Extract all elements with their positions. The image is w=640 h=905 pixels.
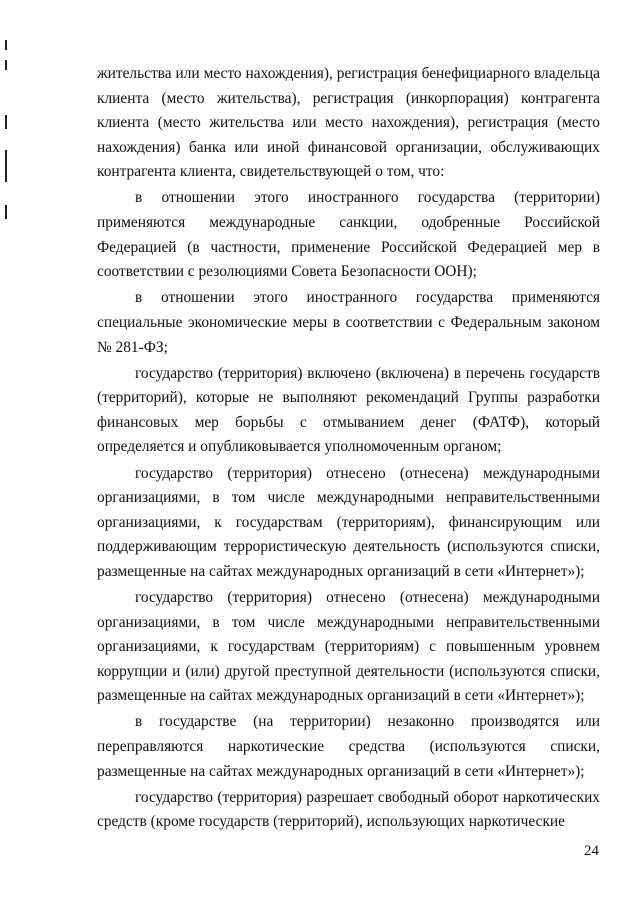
paragraph-narcotics-circulation: государство (территория) разрешает свободный оборот наркотических средств (кроме государств (территорий), использующих наркотические	[97, 788, 600, 831]
page-number: 24	[584, 843, 599, 859]
margin-mark	[5, 150, 7, 182]
paragraph-special-measures: в отношении этого иностранного государства применяются специальные экономические меры в соответствии с Федеральным законом № 281-ФЗ;	[97, 289, 600, 356]
margin-mark	[5, 60, 7, 70]
document-body	[97, 62, 600, 836]
paragraph-fatf: государство (территория) включено (включена) в перечень государств (территорий), которые не выполняют рекомендаций Группы разработки финансовых мер борьбы с отмыванием денег (ФАТФ), который определяется и опубликовывается уполномоченным органом;	[97, 364, 600, 456]
margin-mark	[5, 205, 7, 219]
paragraph-corruption: государство (территория) отнесено (отнесена) международными организациями, в том числе международными неправительственными организациями, к государствам (территориям) с повышенным уровнем коррупции и (или) другой преступной деятельности (используются списки, размещенные на сайтах международных организаций в сети «Интернет»);	[97, 588, 600, 705]
paragraph-terrorism: государство (территория) отнесено (отнесена) международными организациями, в том числе международными неправительственными организациями, к государствам (территориям), финансирующим или поддерживающим террористическую деятельность (используются списки, размещенные на сайтах международных организаций в сети «Интернет»);	[97, 464, 600, 580]
paragraph-sanctions: в отношении этого иностранного государства (территории) применяются международные санкции, одобренные Российской Федерацией (в частности, применение Российской Федерацией мер в соответствии с резолюциями Совета Безопасности ООН);	[97, 189, 600, 281]
paragraph-narcotics-production: в государстве (на территории) незаконно производятся или переправляются наркотические средства (используются списки, размещенные на сайтах международных организаций в сети «Интернет»);	[97, 713, 600, 780]
margin-mark	[5, 40, 7, 50]
margin-mark	[5, 115, 7, 129]
paragraph-continued: жительства или место нахождения), регистрация бенефициарного владельца клиента (место жительства), регистрация (инкорпорация) контрагента клиента (место жительства или место нахождения), регистрация (место нахождения) банка или иной финансовой организации, обслуживающих контрагента клиента, свидетельствующей о том, что:	[97, 65, 600, 181]
